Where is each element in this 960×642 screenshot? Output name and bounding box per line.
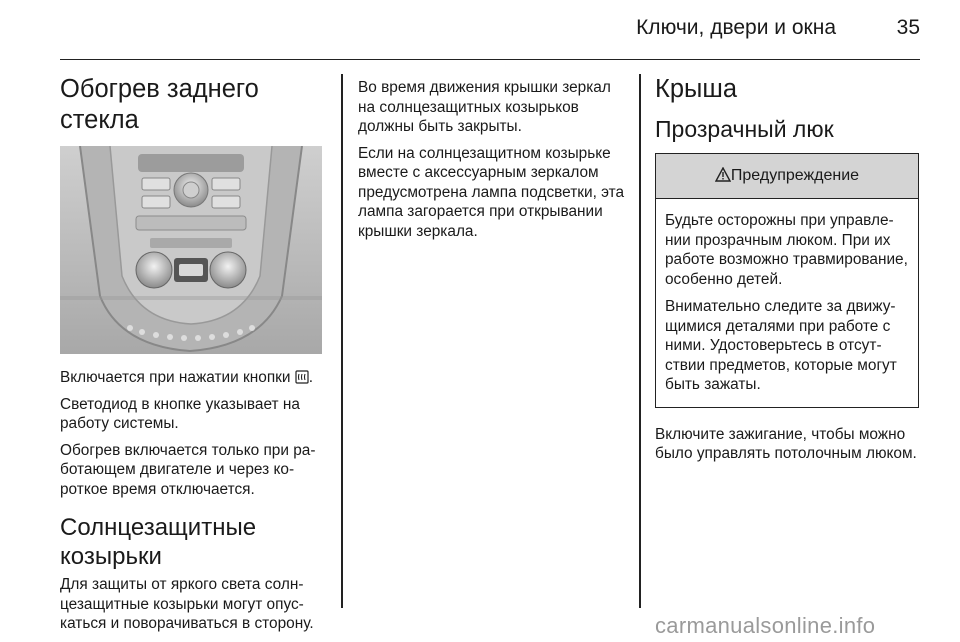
subheading-transparent-sunroof: Прозрачный люк <box>655 116 834 142</box>
paragraph-led: Светодиод в кнопке указывает на работу системы. <box>60 395 300 432</box>
paragraph-sun-visors: Для защиты от яркого света солнцезащитные козырьки могут опускаться и поворачиваться в сторону. <box>60 576 314 632</box>
column-2 <box>358 78 626 248</box>
column-1 <box>60 74 328 641</box>
console-illustration <box>60 146 322 354</box>
section-heading-roof: Крыша <box>655 75 738 103</box>
section-heading-sun-visors: Солнцезащитные козырьки <box>60 514 257 570</box>
page-number: 35 <box>896 16 920 39</box>
warning-triangle-icon <box>715 167 731 184</box>
console-photo <box>60 146 322 354</box>
rear-window-heater-icon <box>295 369 309 386</box>
warning-paragraph-2: Внимательно следите за движущимися деталями при работе с ними. Удостоверьтесь в отсутствии предметов, которые могут быть зажаты. <box>665 298 897 393</box>
column-3 <box>655 74 920 471</box>
paragraph-button-activation: Включается при нажатии кнопки . <box>60 369 314 386</box>
column-divider-1 <box>341 74 343 608</box>
section-heading-rear-window-heating: Обогрев заднего стекла <box>60 75 259 134</box>
paragraph-mirror-lamp: Если на солнцезащитном козырьке вместе с аксессуарным зеркалом предусмотрена лампа подсветки, эта лампа загорается при открывании крышки зеркала. <box>358 144 625 240</box>
watermark-text: carmanualsonline.info <box>655 613 876 638</box>
warning-paragraph-1: Будьте осторожны при управлении прозрачным люком. При их работе возможно травмирование, особенно детей. <box>665 212 908 288</box>
header-title: Ключи, двери и окна <box>636 16 836 39</box>
warning-body <box>656 199 918 407</box>
warning-title: Предупреждение <box>730 167 860 184</box>
page-header <box>60 0 920 60</box>
warning-header <box>656 154 918 199</box>
warning-box <box>655 153 919 408</box>
paragraph-mirror-covers: Во время движения крышки зеркал на солнцезащитных козырьков должны быть закрыты. <box>358 79 611 135</box>
paragraph-engine-running: Обогрев включается только при работающем двигателе и через короткое время отключается. <box>60 441 316 498</box>
paragraph-text: Включается при нажатии кнопки <box>60 369 291 386</box>
paragraph-ignition: Включите зажигание, чтобы можно было управлять потолочным люком. <box>655 425 917 462</box>
column-divider-2 <box>639 74 641 608</box>
